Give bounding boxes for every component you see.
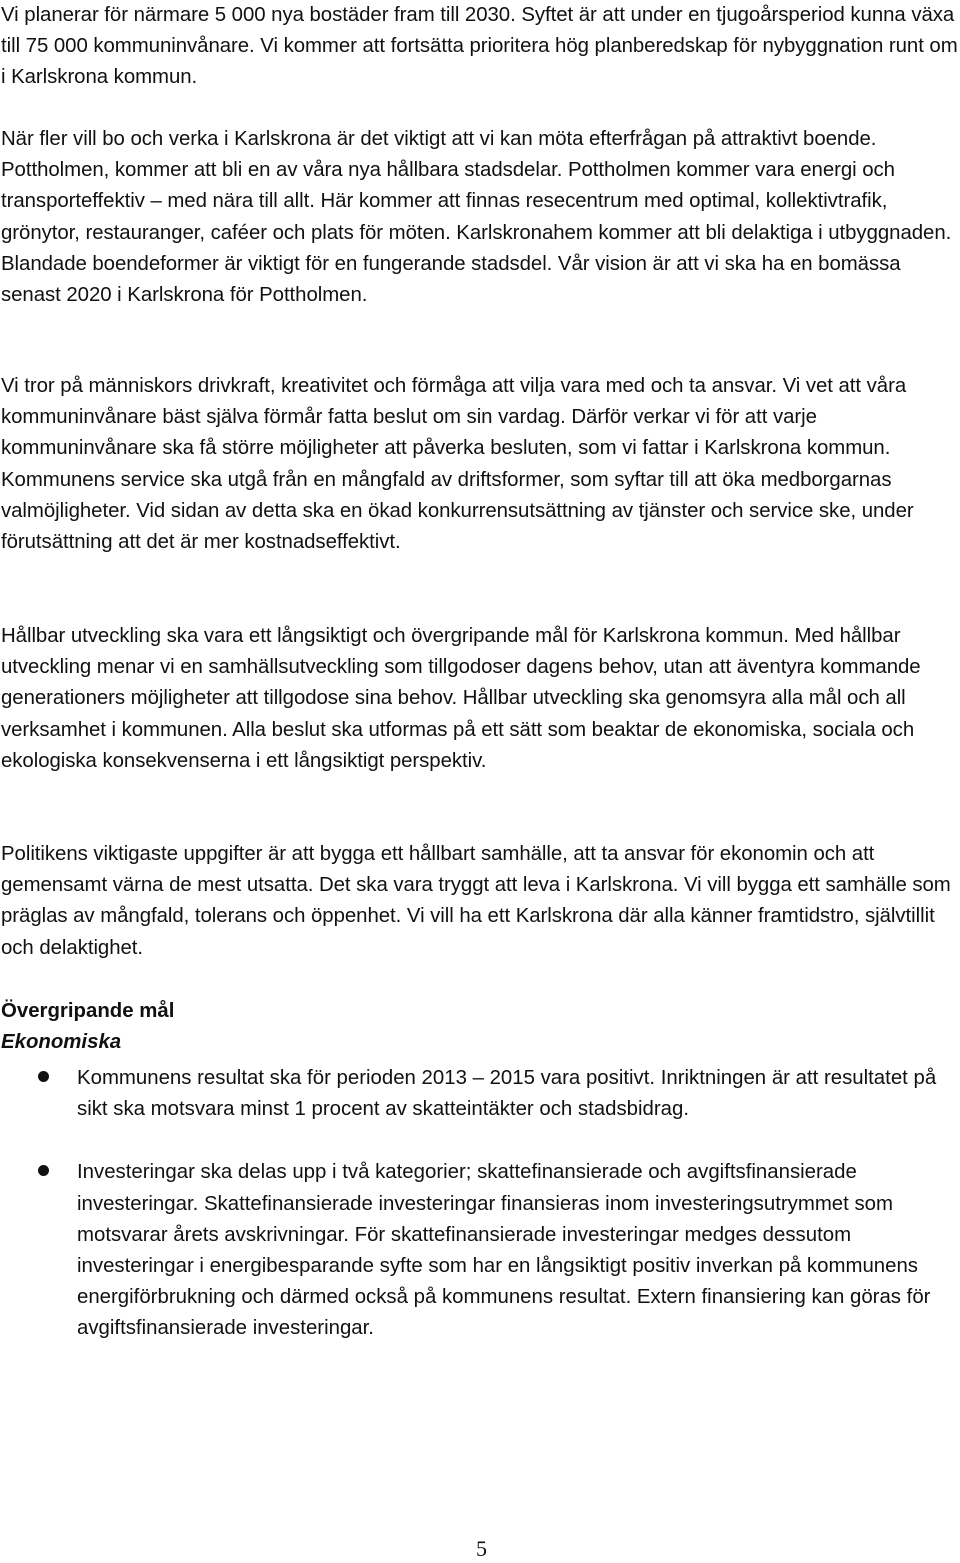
list-item [0,1157,960,1344]
list-item-text: Investeringar ska delas upp i två kategorier; skattefinansierade och avgiftsfinansierade investeringar. Skattefinansierade investeringar finansieras inom investeringsutrymmet som motsvarar årets avskrivningar. För skattefinansierade investeringar medges dessutom investeringar i energibesparande syfte som har en långsiktigt positiv inverkan på kommunens energiförbrukning och därmed också på kommunens resultat. Extern finansiering kan göras för avgiftsfinansierade investeringar. [77,1161,931,1340]
list-item-text: Kommunens resultat ska för perioden 2013 – 2015 vara positivt. Inriktningen är att resultatet på sikt ska motsvara minst 1 procent av skatteintäkter och stadsbidrag. [77,1067,937,1121]
goal-list [0,1063,960,1345]
list-item [0,1063,960,1125]
section-heading: Övergripande mål [1,1000,175,1022]
paragraph-political-priorities: Politikens viktigaste uppgifter är att bygga ett hållbart samhälle, att ta ansvar för ekonomin och att gemensamt värna de mest utsatta. Det ska vara tryggt att leva i Karlskrona. Vi vill bygga ett samhälle som präglas av mångfald, tolerans och öppenhet. Vi vill ha ett Karlskrona där alla känner framtidstro, självtillit och delaktighet. [1,843,951,959]
section-subheading: Ekonomiska [1,1031,122,1053]
paragraph-housing-plans: Vi planerar för närmare 5 000 nya bostäder fram till 2030. Syftet är att under en tjugoårsperiod kunna växa till 75 000 kommuninvånare. Vi kommer att fortsätta prioritera hög planberedskap för nybyggnation runt om i Karlskrona kommun. [1,4,958,89]
paragraph-sustainable-development: Hållbar utveckling ska vara ett långsiktigt och övergripande mål för Karlskrona kommun. Med hållbar utveckling menar vi en samhällsutveckling som tillgodoser dagens behov, utan att äventyra kommande generationers möjligheter att tillgodose sina behov. Hållbar utveckling ska genomsyra alla mål och all verksamhet i kommunen. Alla beslut ska utformas på ett sätt som beaktar de ekonomiska, sociala och ekologiska konsekvenserna i ett långsiktigt perspektiv. [1,625,921,772]
bullet-dot-icon [38,1165,49,1176]
paragraph-citizen-influence: Vi tror på människors drivkraft, kreativitet och förmåga att vilja vara med och ta ansvar. Vi vet att våra kommuninvånare bäst själva förmår fatta beslut om sin vardag. Därför verkar vi för att varje kommuninvånare ska få större möjligheter att påverka besluten, som vi fattar i Karlskrona kommun. Kommunens service ska utgå från en mångfald av driftsformer, som syftar till att öka medborgarnas valmöjligheter. Vid sidan av detta ska en ökad konkurrensutsättning av tjänster och service ske, under förutsättning att det är mer kostnadseffektivt. [1,375,914,554]
page-number: 5 [476,1536,487,1561]
bullet-dot-icon [38,1071,49,1082]
paragraph-pottholmen: När fler vill bo och verka i Karlskrona är det viktigt att vi kan möta efterfrågan på attraktivt boende. Pottholmen, kommer att bli en av våra nya hållbara stadsdelar. Pottholmen kommer vara energi och transporteffektiv – med nära till allt. Här kommer att finnas resecentrum med optimal, kollektivtrafik, grönytor, restauranger, caféer och plats för möten. Karlskronahem kommer att bli delaktiga i utbyggnaden. Blandade boendeformer är viktigt för en fungerande stadsdel. Vår vision är att vi ska ha en bomässa senast 2020 i Karlskrona för Pottholmen. [1,128,952,307]
